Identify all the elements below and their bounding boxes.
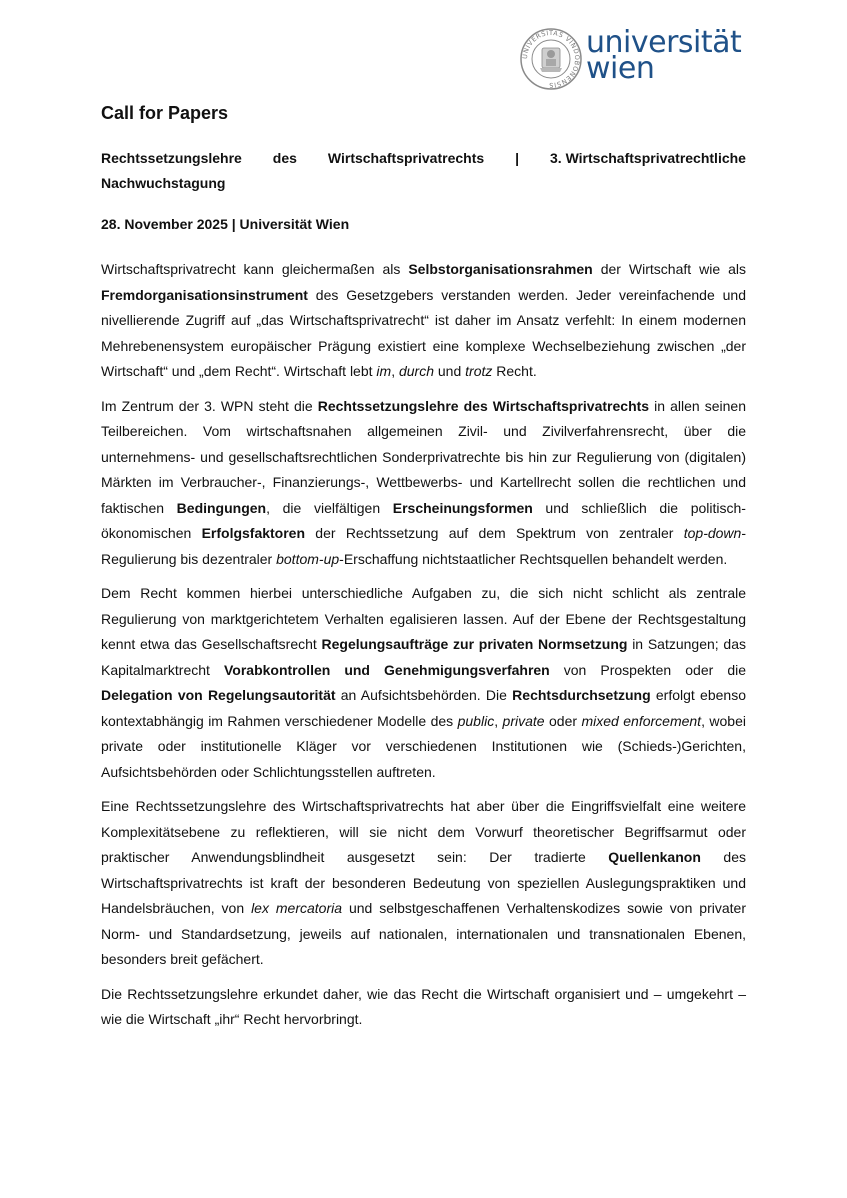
svg-text:UNIVERSITAS VINDOBONENSIS: UNIVERSITAS VINDOBONENSIS [520, 28, 582, 90]
document-subtitle [101, 146, 746, 196]
university-wordmark [586, 25, 742, 86]
university-logo [520, 25, 742, 92]
subtitle-word-3: Wirtschaftsprivatrechts [327, 150, 485, 166]
wordmark-line-1: universität [586, 25, 742, 60]
document-body [101, 257, 746, 1042]
wordmark-line-2: wien [586, 51, 655, 86]
subtitle-part-2: 3. Wirtschaftsprivatrechtliche [550, 150, 746, 166]
subtitle-separator: | [515, 150, 520, 166]
event-date-location: 28. November 2025 | Universität Wien [101, 216, 350, 232]
paragraph-4: Eine Rechtssetzungslehre des Wirtschaftsprivatrechts hat aber über die Eingriffsvielfalt eine weitere Komplexitätsebene zu reflektieren, will sie nicht dem Vorwurf theoretischer Begriffsarmut oder praktischer Anwendungsblindheit ausgesetzt sein: Der tradierte Quellenkanon des Wirtschaftsprivatrechts ist kraft der besonderen Bedeutung von speziellen Auslegungspraktiken und Handelsbräuchen, von lex mercatoria und selbstgeschaffenen Verhaltenskodizes sowie von privater Norm- und Standardsetzung, jeweils auf nationalen, internationalen und transnationalen Ebenen, besonders breit gefächert. [101, 798, 746, 967]
paragraph-1: Wirtschaftsprivatrecht kann gleichermaßen als Selbstorganisationsrahmen der Wirtschaft wie als Fremdorganisationsinstrument des Gesetzgebers verstanden werden. Jeder vereinfachende und nivellierende Zugriff auf „das Wirtschaftsprivatrecht“ ist daher im Ansatz verfehlt: In einem modernen Mehrebenensystem europäischer Prägung existiert eine komplexe Wechselbeziehung zwischen „der Wirtschaft“ und „dem Recht“. Wirtschaft lebt im, durch und trotz Recht. [101, 261, 746, 379]
paragraph-3: Dem Recht kommen hierbei unterschiedliche Aufgaben zu, die sich nicht schlicht als zentrale Regulierung von marktgerichtetem Verhalten egalisieren lassen. Auf der Ebene der Rechtsgestaltung kennt etwa das Gesellschaftsrecht Regelungsaufträge zur privaten Normsetzung in Satzungen; das Kapitalmarktrecht Vorabkontrollen und Genehmigungsverfahren von Prospekten oder die Delegation von Regelungsautorität an Aufsichtsbehörden. Die Rechtsdurchsetzung erfolgt ebenso kontextabhängig im Rahmen verschiedener Modelle des public, private oder mixed enforcement, wobei private oder institutionelle Kläger vor verschiedenen Institutionen wie (Schieds-)Gerichten, Aufsichtsbehörden oder Schlichtungsstellen auftreten. [101, 585, 746, 780]
subtitle-word-2: des [272, 150, 297, 166]
paragraph-5: Die Rechtssetzungslehre erkundet daher, wie das Recht die Wirtschaft organisiert und – umgekehrt – wie die Wirtschaft „ihr“ Recht hervorbringt. [101, 985, 746, 1027]
document-title: Call for Papers [101, 103, 229, 123]
paragraph-2: Im Zentrum der 3. WPN steht die Rechtssetzungslehre des Wirtschaftsprivatrechts in allen seinen Teilbereichen. Vom wirtschaftsnahen allgemeinen Zivil- und Zivilverfahrensrecht, über die unternehmens- und gesellschaftsrechtlichen Sonderprivatrechte bis hin zur Regulierung von (digitalen) Märkten im Verbraucher-, Finanzierungs-, Wettbewerbs- und Kartellrecht sollen die rechtlichen und faktischen Bedingungen, die vielfältigen Erscheinungsformen und schließlich die politisch-ökonomischen Erfolgsfaktoren der Rechtssetzung auf dem Spektrum von zentraler top-down-Regulierung bis dezentraler bottom-up-Erschaffung nichtstaatlicher Rechtsquellen behandelt werden. [101, 397, 747, 567]
subtitle-word-1: Rechtssetzungslehre [101, 150, 242, 166]
subtitle-part-3: Nachwuchstagung [101, 175, 226, 191]
university-seal-icon [520, 28, 582, 90]
